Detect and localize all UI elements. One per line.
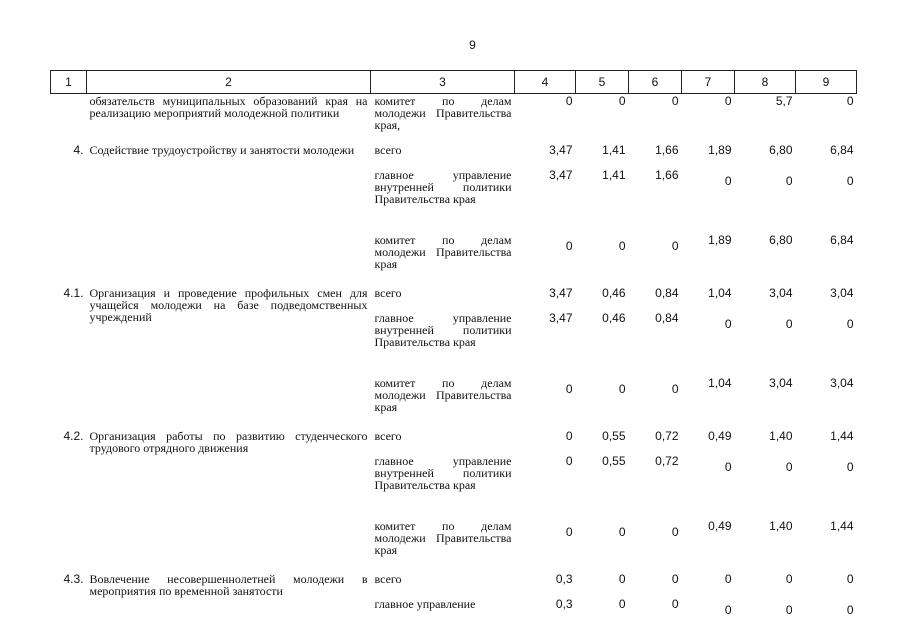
value-cell-col6: 0 [671, 239, 679, 253]
value-cell-col4: 0,3 [555, 572, 573, 586]
value-cell-col7: 0,49 [708, 429, 732, 443]
measure-name: обязательств муниципальных образований края на реализацию мероприятий молодежной политики [89, 94, 368, 120]
row-number: 4.2. [63, 429, 84, 443]
value-cell-col6: 0,84 [655, 311, 679, 325]
value-cell-col9: 6,84 [830, 233, 854, 247]
executor-cell: комитет по делам молодежи Правительства края, [374, 94, 512, 132]
executor-cell: комитет по делам молодежи Правительства края [374, 233, 512, 271]
value-cell-col7: 0 [724, 174, 732, 188]
value-cell-col8: 5,7 [775, 94, 793, 108]
row-number: 4. [73, 143, 84, 157]
measure-name: Содействие трудоустройству и занятости молодежи [89, 143, 355, 157]
value-cell-col4: 0 [565, 454, 573, 468]
row-number: 4.3. [63, 572, 84, 586]
value-cell-col6: 0 [671, 572, 679, 586]
value-cell-col8: 6,80 [769, 233, 793, 247]
executor-cell: всего [374, 572, 402, 586]
table-row [51, 286, 857, 311]
executor-cell: всего [374, 143, 402, 157]
value-cell-col4: 3,47 [549, 311, 573, 325]
value-cell-col5: 1,41 [602, 143, 626, 157]
value-cell-col5: 0 [618, 597, 626, 611]
value-cell-col8: 0 [785, 317, 793, 331]
table-row [51, 94, 857, 144]
value-cell-col8: 0 [785, 460, 793, 474]
value-cell-col4: 3,47 [549, 168, 573, 182]
value-cell-col5: 0,46 [602, 286, 626, 300]
value-cell-col7: 0 [724, 603, 732, 617]
value-cell-col8: 0 [785, 603, 793, 617]
value-cell-col8: 0 [785, 572, 793, 586]
executor-cell: главное управление внутренней политики Правительства края [374, 454, 512, 492]
value-cell-col7: 0 [724, 460, 732, 474]
executor-cell: комитет по делам молодежи Правительства края [374, 376, 512, 414]
measure-name: Организация и проведение профильных смен для учащейся молодежи на базе подведомственных учреждений [89, 286, 368, 324]
value-cell-col7: 1,89 [708, 143, 732, 157]
value-cell-col5: 0 [618, 572, 626, 586]
value-cell-col4: 0 [565, 429, 573, 443]
value-cell-col6: 0,72 [655, 454, 679, 468]
value-cell-col8: 0 [785, 174, 793, 188]
value-cell-col7: 1,04 [708, 376, 732, 390]
value-cell-col7: 0 [724, 94, 732, 108]
header-cell-6: 6 [629, 71, 682, 94]
value-cell-col5: 0,55 [602, 454, 626, 468]
executor-cell: главное управление внутренней политики Правительства края [374, 311, 512, 349]
value-cell-col9: 1,44 [830, 429, 854, 443]
value-cell-col9: 3,04 [830, 376, 854, 390]
value-cell-col9: 3,04 [830, 286, 854, 300]
value-cell-col5: 0 [618, 525, 626, 539]
value-cell-col4: 0 [565, 525, 573, 539]
value-cell-col9: 6,84 [830, 143, 854, 157]
header-cell-8: 8 [735, 71, 796, 94]
value-cell-col9: 0 [846, 603, 854, 617]
executor-cell: главное управление внутренней политики Правительства края [374, 168, 512, 206]
value-cell-col6: 0 [671, 525, 679, 539]
value-cell-col5: 1,41 [602, 168, 626, 182]
executor-cell: всего [374, 429, 402, 443]
table-row [51, 429, 857, 454]
row-number [51, 94, 87, 144]
executor-cell: всего [374, 286, 402, 300]
header-row [51, 71, 857, 94]
header-cell-5: 5 [576, 71, 629, 94]
value-cell-col9: 0 [846, 460, 854, 474]
header-cell-9: 9 [796, 71, 857, 94]
value-cell-col5: 0 [618, 94, 626, 108]
table-row [51, 143, 857, 168]
header-cell-3: 3 [371, 71, 515, 94]
value-cell-col7: 1,04 [708, 286, 732, 300]
value-cell-col6: 1,66 [655, 168, 679, 182]
value-cell-col4: 0 [565, 239, 573, 253]
value-cell-col7: 0 [724, 317, 732, 331]
value-cell-col8: 3,04 [769, 376, 793, 390]
value-cell-col7: 0,49 [708, 519, 732, 533]
header-cell-1: 1 [51, 71, 87, 94]
value-cell-col5: 0,46 [602, 311, 626, 325]
value-cell-col8: 1,40 [769, 429, 793, 443]
measure-name: Вовлечение несовершеннолетней молодежи в мероприятия по временной занятости [89, 572, 368, 598]
value-cell-col5: 0,55 [602, 429, 626, 443]
value-cell-col5: 0 [618, 382, 626, 396]
value-cell-col9: 0 [846, 94, 854, 108]
value-cell-col5: 0 [618, 239, 626, 253]
value-cell-col4: 0 [565, 94, 573, 108]
value-cell-col8: 3,04 [769, 286, 793, 300]
page-number: 9 [469, 38, 476, 52]
value-cell-col8: 6,80 [769, 143, 793, 157]
value-cell-col6: 0 [671, 94, 679, 108]
value-cell-col9: 0 [846, 174, 854, 188]
header-cell-2: 2 [87, 71, 371, 94]
value-cell-col4: 3,47 [549, 143, 573, 157]
value-cell-col8: 1,40 [769, 519, 793, 533]
value-cell-col9: 0 [846, 317, 854, 331]
executor-cell: комитет по делам молодежи Правительства края [374, 519, 512, 557]
value-cell-col6: 0,72 [655, 429, 679, 443]
value-cell-col7: 1,89 [708, 233, 732, 247]
budget-table [50, 70, 857, 622]
value-cell-col6: 0 [671, 382, 679, 396]
measure-name: Организация работы по развитию студенческого трудового отрядного движения [89, 429, 368, 455]
value-cell-col9: 1,44 [830, 519, 854, 533]
value-cell-col4: 3,47 [549, 286, 573, 300]
value-cell-col9: 0 [846, 572, 854, 586]
value-cell-col7: 0 [724, 572, 732, 586]
table-row [51, 572, 857, 597]
row-number: 4.1. [63, 286, 84, 300]
header-cell-4: 4 [515, 71, 576, 94]
value-cell-col6: 0,84 [655, 286, 679, 300]
value-cell-col6: 1,66 [655, 143, 679, 157]
value-cell-col4: 0,3 [555, 597, 573, 611]
value-cell-col4: 0 [565, 382, 573, 396]
value-cell-col6: 0 [671, 597, 679, 611]
executor-cell: главное управление [374, 597, 476, 611]
header-cell-7: 7 [682, 71, 735, 94]
